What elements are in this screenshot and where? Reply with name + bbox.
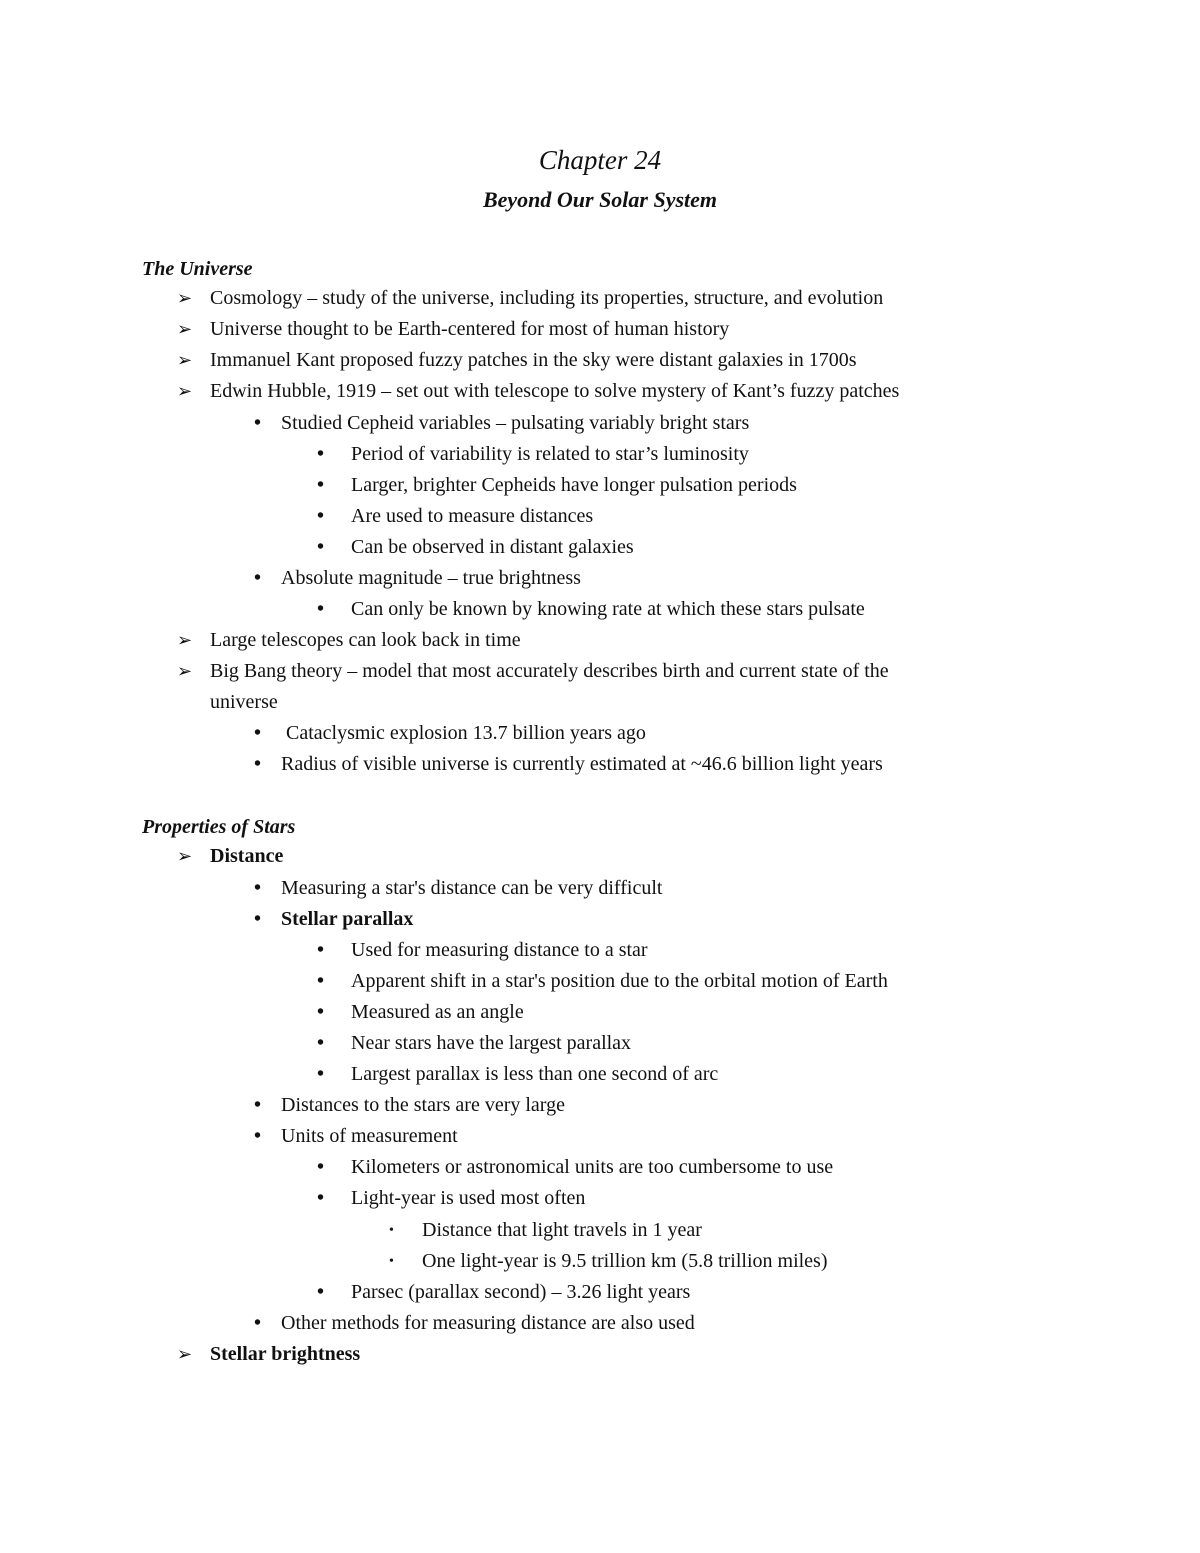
list-item: ➢ Immanuel Kant proposed fuzzy patches in the sky were distant galaxies in 1700s <box>210 345 857 376</box>
list-item: ➢ Universe thought to be Earth-centered for most of human history <box>210 314 729 345</box>
dot-bullet-icon: • <box>254 877 262 899</box>
arrow-bullet-icon: ➢ <box>177 350 193 370</box>
arrow-bullet-icon: ➢ <box>177 319 193 339</box>
arrow-bullet-icon: ➢ <box>177 381 193 401</box>
dot-bullet-icon: • <box>254 567 262 589</box>
arrow-bullet-icon: ➢ <box>177 661 193 681</box>
dot-bullet-icon: • <box>254 722 262 744</box>
dot-bullet-icon: • <box>317 939 325 961</box>
arrow-bullet-icon: ➢ <box>177 1344 193 1364</box>
dot-bullet-icon: • <box>254 908 262 930</box>
list-item: • Measuring a star's distance can be very difficult <box>281 873 662 904</box>
dot-bullet-icon: • <box>317 505 325 527</box>
list-item: ➢ Big Bang theory – model that most accurately describes birth and current state of the <box>210 656 889 687</box>
dot-bullet-icon: • <box>317 443 325 465</box>
section-heading-universe: The Universe <box>142 258 253 280</box>
page-title: Chapter 24 <box>538 145 662 175</box>
list-item: • Near stars have the largest parallax <box>351 1028 631 1059</box>
dot-bullet-icon: • <box>317 1281 325 1303</box>
list-item: • Used for measuring distance to a star <box>351 935 648 966</box>
section-heading-stars: Properties of Stars <box>142 816 296 838</box>
small-dot-bullet-icon: • <box>389 1254 394 1269</box>
dot-bullet-icon: • <box>317 970 325 992</box>
list-item: ➢ Distance <box>210 841 283 872</box>
dot-bullet-icon: • <box>254 1125 262 1147</box>
list-item: • Larger, brighter Cepheids have longer pulsation periods <box>351 470 797 501</box>
list-item: • Apparent shift in a star's position due to the orbital motion of Earth <box>351 966 888 997</box>
dot-bullet-icon: • <box>254 1312 262 1334</box>
list-item: • Radius of visible universe is currently estimated at ~46.6 billion light years <box>281 749 883 780</box>
arrow-bullet-icon: ➢ <box>177 288 193 308</box>
list-item: • Can only be known by knowing rate at which these stars pulsate <box>351 594 865 625</box>
list-item: • Period of variability is related to star’s luminosity <box>351 439 749 470</box>
dot-bullet-icon: • <box>254 753 262 775</box>
list-item: • Other methods for measuring distance are also used <box>281 1308 695 1339</box>
list-item: • One light-year is 9.5 trillion km (5.8 trillion miles) <box>422 1246 828 1277</box>
dot-bullet-icon: • <box>317 1032 325 1054</box>
list-item: • Light-year is used most often <box>351 1183 585 1214</box>
list-item: • Distance that light travels in 1 year <box>422 1215 702 1246</box>
dot-bullet-icon: • <box>317 1187 325 1209</box>
dot-bullet-icon: • <box>317 536 325 558</box>
list-item: • Measured as an angle <box>351 997 524 1028</box>
dot-bullet-icon: • <box>254 412 262 434</box>
arrow-bullet-icon: ➢ <box>177 846 193 866</box>
dot-bullet-icon: • <box>317 1001 325 1023</box>
dot-bullet-icon: • <box>317 598 325 620</box>
list-item: • Stellar parallax <box>281 904 413 935</box>
list-item: ➢ Cosmology – study of the universe, including its properties, structure, and evolution <box>210 283 883 314</box>
dot-bullet-icon: • <box>317 1156 325 1178</box>
list-item-continuation: universe <box>210 691 278 713</box>
arrow-bullet-icon: ➢ <box>177 630 193 650</box>
dot-bullet-icon: • <box>317 1063 325 1085</box>
list-item: • Kilometers or astronomical units are too cumbersome to use <box>351 1152 833 1183</box>
dot-bullet-icon: • <box>254 1094 262 1116</box>
list-item: • Studied Cepheid variables – pulsating variably bright stars <box>281 408 749 439</box>
list-item: • Are used to measure distances <box>351 501 593 532</box>
list-item: • Cataclysmic explosion 13.7 billion years ago <box>281 718 646 749</box>
list-item: ➢ Stellar brightness <box>210 1339 360 1370</box>
list-item: • Largest parallax is less than one second of arc <box>351 1059 718 1090</box>
list-item: • Can be observed in distant galaxies <box>351 532 634 563</box>
list-item: • Units of measurement <box>281 1121 458 1152</box>
list-item: • Parsec (parallax second) – 3.26 light years <box>351 1277 690 1308</box>
list-item: ➢ Edwin Hubble, 1919 – set out with telescope to solve mystery of Kant’s fuzzy patches <box>210 376 899 407</box>
list-item: • Absolute magnitude – true brightness <box>281 563 581 594</box>
list-item: • Distances to the stars are very large <box>281 1090 565 1121</box>
page-subtitle: Beyond Our Solar System <box>482 187 718 212</box>
list-item: ➢ Large telescopes can look back in time <box>210 625 521 656</box>
dot-bullet-icon: • <box>317 474 325 496</box>
small-dot-bullet-icon: • <box>389 1223 394 1238</box>
